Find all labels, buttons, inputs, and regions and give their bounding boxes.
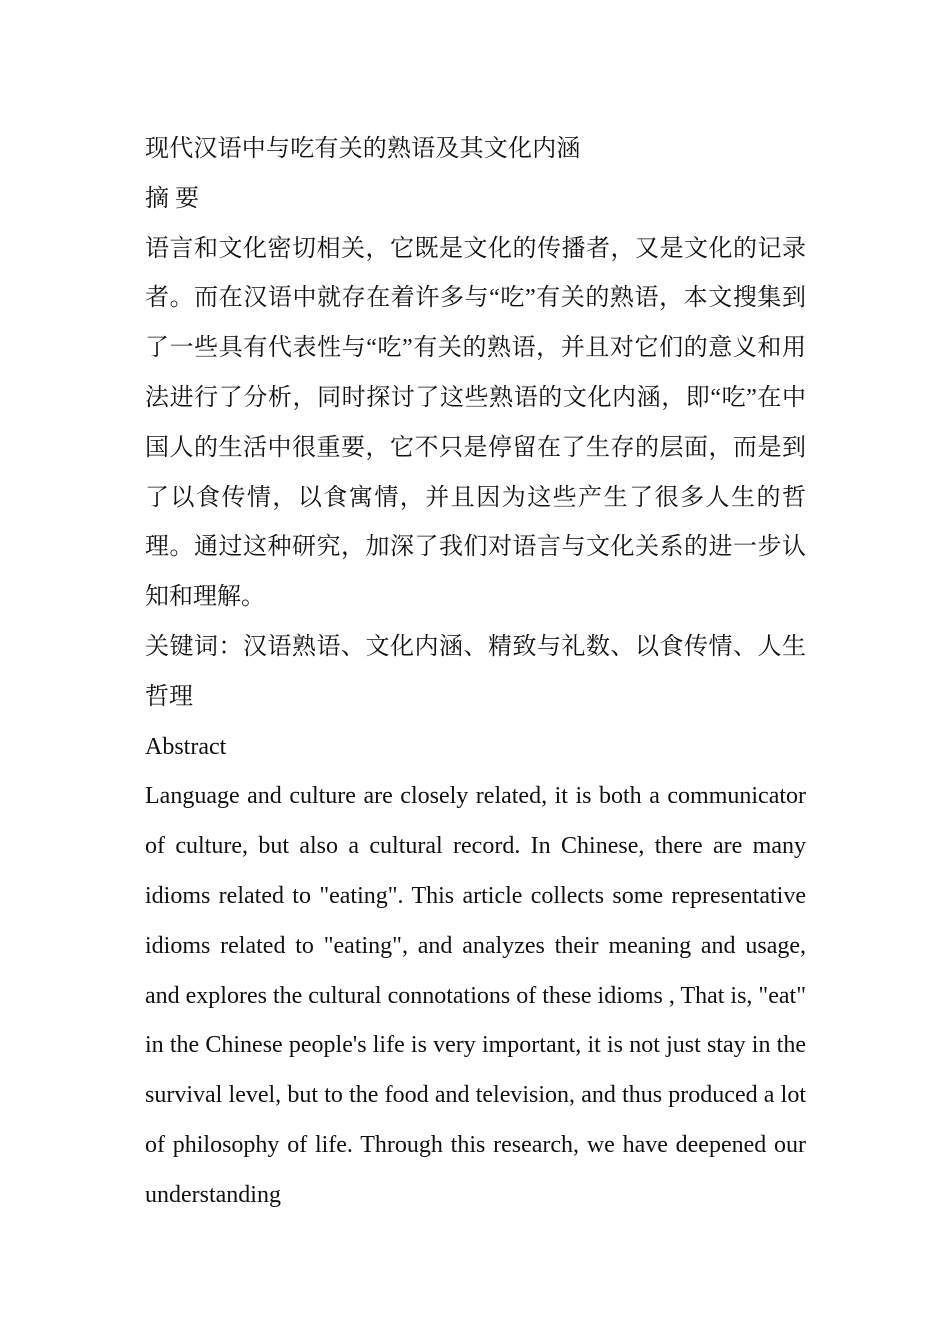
document-title: 现代汉语中与吃有关的熟语及其文化内涵 bbox=[145, 136, 581, 162]
abstract-heading-cn: 摘 要 bbox=[145, 185, 199, 212]
abstract-heading-en: Abstract bbox=[145, 733, 227, 760]
abstract-paragraph-cn: 语言和文化密切相关，它既是文化的传播者，又是文化的记录者。而在汉语中就存在着许多与“吃”有关的熟语，本文搜集到了一些具有代表性与“吃”有关的熟语，并且对它们的意义和用法进行了分析，同时探讨了这些熟语的文化内涵，即“吃”在中国人的生活中很重要，它不只是停留在了生存的层面，而是到了以食传情，以食寓情，并且因为这些产生了很多人生的哲理。通过这种研究，加深了我们对语言与文化关系的进一步认知和理解。 bbox=[145, 235, 806, 611]
document-body bbox=[145, 125, 806, 1221]
abstract-paragraph-en: Language and culture are closely related, it is both a communicator of culture, but also a cultural record. In Chinese, there are many idioms related to "eating". This article collects some representative idioms related to "eating", and analyzes their meaning and usage, and explores the cultural connotations of these idioms , That is, "eat" in the Chinese people's life is very important, it is not just stay in the survival level, but to the food and television, and thus produced a lot of philosophy of life. Through this research, we have deepened our understanding bbox=[145, 783, 806, 1208]
keywords-cn: 关键词：汉语熟语、文化内涵、精致与礼数、以食传情、人生哲理 bbox=[145, 633, 806, 710]
